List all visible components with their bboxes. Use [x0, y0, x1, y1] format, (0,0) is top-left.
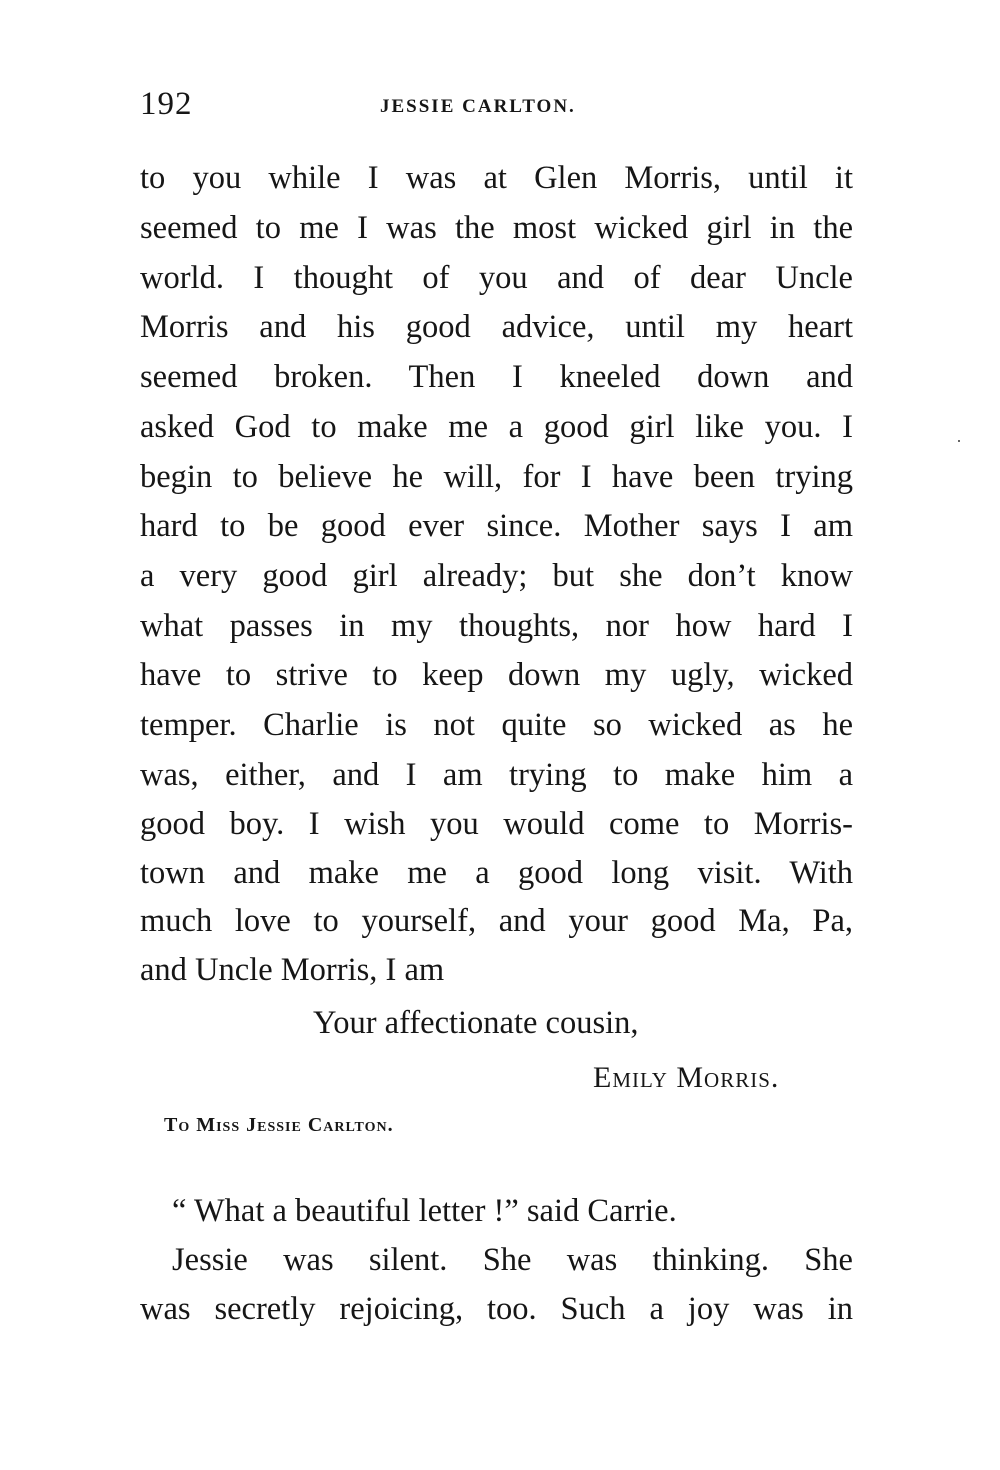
text-line: asked God to make me a good girl like you. I — [140, 409, 853, 445]
text-line: begin to believe he will, for I have been trying — [140, 459, 853, 495]
text-line: a very good girl already; but she don’t know — [140, 558, 853, 594]
running-head — [140, 86, 855, 126]
text-line: Jessie was silent. She was thinking. She — [172, 1242, 853, 1278]
page-number: 192 — [140, 86, 193, 122]
text-line: seemed to me I was the most wicked girl in the — [140, 210, 853, 246]
text-line: Morris and his good advice, until my heart — [140, 309, 853, 345]
text-line: to you while I was at Glen Morris, until it — [140, 160, 853, 196]
text-line: good boy. I wish you would come to Morris- — [140, 806, 853, 842]
text-line: was secretly rejoicing, too. Such a joy was in — [140, 1291, 853, 1327]
letter-signature: Emily Morris. — [593, 1061, 780, 1094]
text-line: what passes in my thoughts, nor how hard I — [140, 608, 853, 644]
text-line: seemed broken. Then I kneeled down and — [140, 359, 853, 395]
text-line: world. I thought of you and of dear Uncle — [140, 260, 853, 296]
text-line: have to strive to keep down my ugly, wicked — [140, 657, 853, 693]
text-line: and Uncle Morris, I am — [140, 952, 445, 988]
text-line: temper. Charlie is not quite so wicked as he — [140, 707, 853, 743]
text-line: was, either, and I am trying to make him a — [140, 757, 853, 793]
text-line: hard to be good ever since. Mother says I am — [140, 508, 853, 544]
print-speck — [958, 440, 960, 442]
text-line: much love to yourself, and your good Ma, Pa, — [140, 903, 853, 939]
text-line: “ What a beautiful letter !” said Carrie. — [172, 1193, 677, 1229]
letter-signoff: Your affectionate cousin, — [313, 1005, 639, 1041]
text-line: town and make me a good long visit. With — [140, 855, 853, 891]
letter-addressee: To Miss Jessie Carlton. — [164, 1114, 394, 1136]
running-title: JESSIE CARLTON. — [380, 96, 576, 117]
